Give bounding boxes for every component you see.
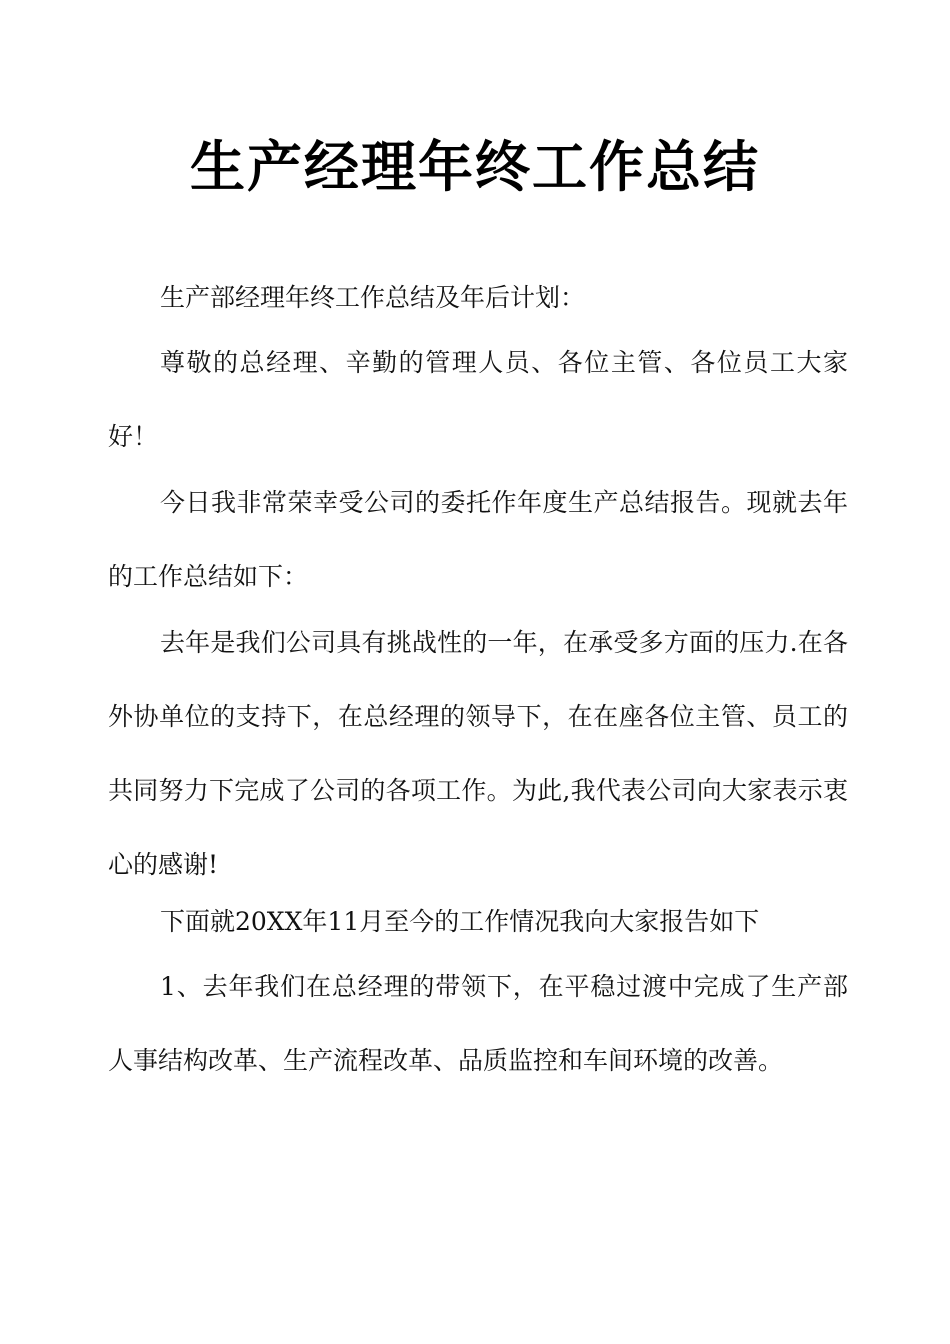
paragraph-report-intro: 下面就20XX年11月至今的工作情况我向大家报告如下 [160, 907, 760, 936]
paragraph-item-1: 1、去年我们在总经理的带领下，在平稳过渡中完成了生产部人事结构改革、生产流程改革、品质监控和车间环境的改善。 [108, 972, 848, 1075]
paragraph-intro: 今日我非常荣幸受公司的委托作年度生产总结报告。现就去年的工作总结如下： [108, 488, 848, 591]
paragraph-review: 去年是我们公司具有挑战性的一年，在承受多方面的压力.在各外协单位的支持下，在总经理的领导下，在在座各位主管、员工的共同努力下完成了公司的各项工作。为此,我代表公司向大家表示衷心的感谢! [108, 628, 848, 879]
document-body [108, 276, 848, 1102]
document-title: 生产经理年终工作总结 [189, 135, 760, 199]
paragraph-heading-line: 生产部经理年终工作总结及年后计划： [160, 283, 586, 312]
paragraph-greeting: 尊敬的总经理、辛勤的管理人员、各位主管、各位员工大家好！ [108, 348, 848, 451]
